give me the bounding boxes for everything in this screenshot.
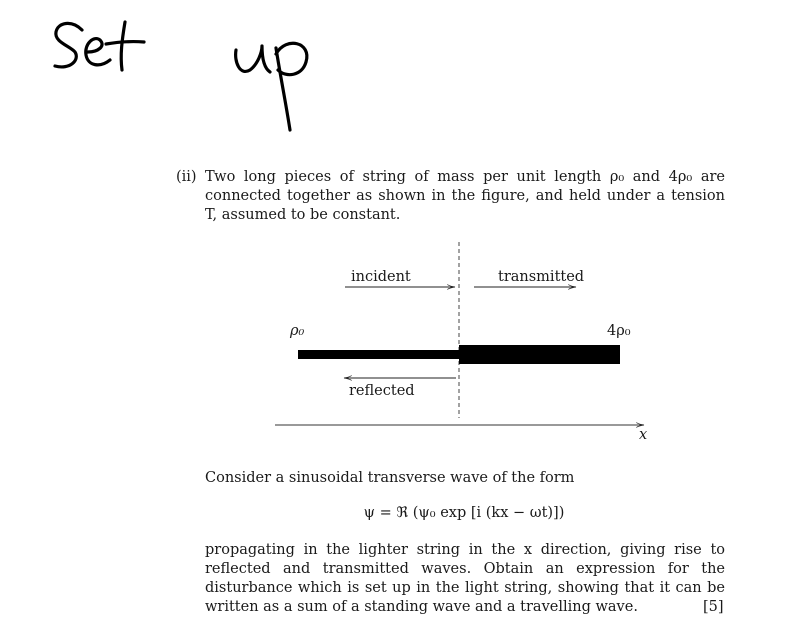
incident-label: incident [351, 269, 411, 285]
light-string-label: ρ₀ [290, 323, 305, 339]
reflected-label: reflected [349, 383, 415, 399]
x-axis-label: x [639, 427, 648, 443]
problem-label: (ii) [176, 169, 197, 185]
wave-equation: ψ = ℜ (ψ₀ exp [i (kx − ωt)]) [363, 505, 565, 521]
heavy-string-label: 4ρ₀ [607, 323, 631, 339]
heavy-string [459, 345, 620, 364]
question-text: propagating in the lighter string in the x direction, giving rise to reflected and transmitted waves. Obtain an expression for the disturbance which is set up in the light string, showing that it can be written as a sum of a standing wave and a travelling wave. [205, 542, 725, 615]
transmitted-label: transmitted [498, 269, 585, 285]
problem-intro: Two long pieces of string of mass per unit length ρ₀ and 4ρ₀ are connected together as shown in the figure, and held under a tension T, assumed to be constant. [205, 169, 725, 223]
light-string [298, 350, 459, 359]
consider-text: Consider a sinusoidal transverse wave of the form [205, 470, 575, 486]
marks-badge: [5] [703, 599, 724, 615]
